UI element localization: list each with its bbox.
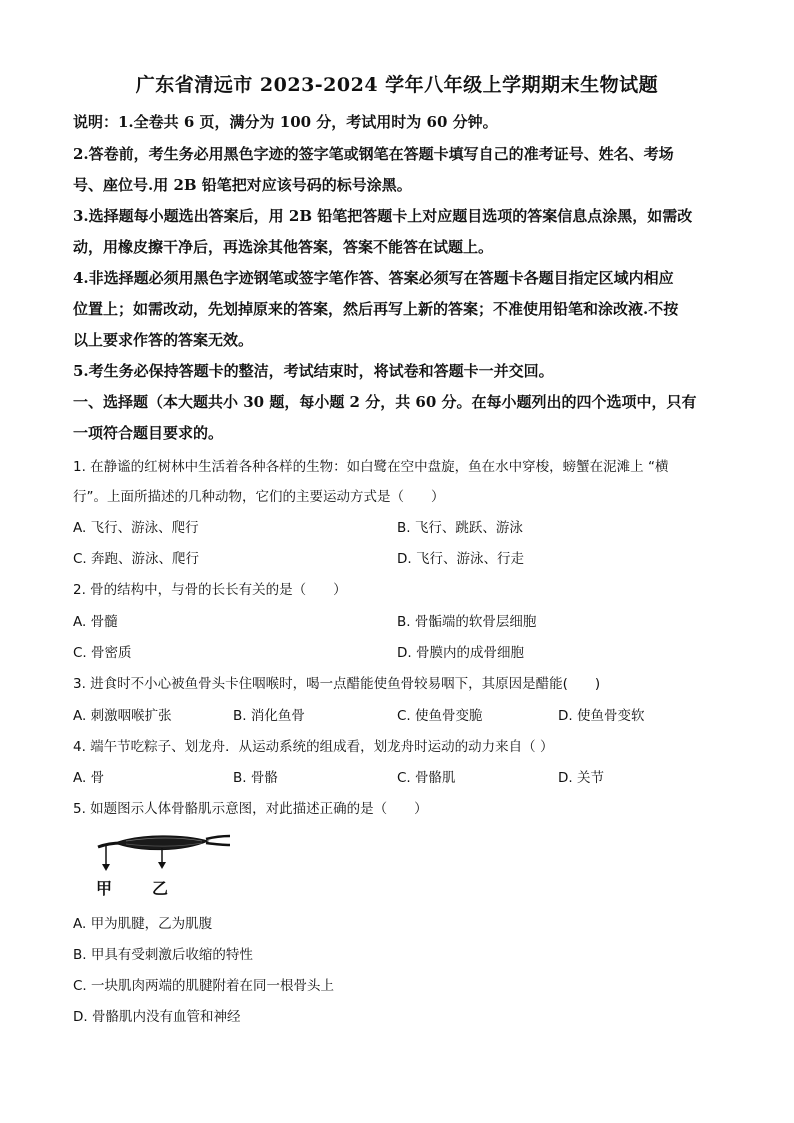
question-5-stem: 5. 如题图示人体骨骼肌示意图，对此描述正确的是（ ） bbox=[73, 801, 428, 817]
question-4-option-c: C. 骨骼肌 bbox=[397, 770, 456, 786]
question-2-option-d: D. 骨膜内的成骨细胞 bbox=[397, 645, 524, 661]
question-2-option-b: B. 骨骺端的软骨层细胞 bbox=[397, 614, 537, 630]
section-heading-line-2: 一项符合题目要求的。 bbox=[73, 424, 224, 442]
question-2-stem: 2. 骨的结构中，与骨的长长有关的是（ ） bbox=[73, 582, 347, 598]
question-5-option-d: D. 骨骼肌内没有血管和神经 bbox=[73, 1009, 241, 1025]
question-4-option-b: B. 骨骼 bbox=[233, 770, 278, 786]
question-3-option-a: A. 刺激咽喉扩张 bbox=[73, 708, 172, 724]
question-2-option-a: A. 骨髓 bbox=[73, 614, 118, 630]
question-4-stem: 4. 端午节吃粽子、划龙舟．从运动系统的组成看，划龙舟时运动的动力来自（ ） bbox=[73, 739, 554, 755]
question-2-option-c: C. 骨密质 bbox=[73, 645, 132, 661]
skeletal-muscle-diagram bbox=[92, 826, 232, 882]
instruction-line-6: 4.非选择题必须用黑色字迹钢笔或签字笔作答、答案必须写在答题卡各题目指定区域内相应 bbox=[73, 269, 674, 287]
question-1-option-a: A. 飞行、游泳、爬行 bbox=[73, 520, 199, 536]
question-5-option-a: A. 甲为肌腱，乙为肌腹 bbox=[73, 916, 213, 932]
question-1-option-d: D. 飞行、游泳、行走 bbox=[397, 551, 524, 567]
instruction-line-8: 以上要求作答的答案无效。 bbox=[73, 331, 254, 349]
question-1-stem-line-2: 行”。上面所描述的几种动物，它们的主要运动方式是（ ） bbox=[73, 489, 445, 505]
instruction-line-3: 号、座位号.用 2B 铅笔把对应该号码的标号涂黑。 bbox=[73, 176, 412, 194]
instruction-line-1: 说明：1.全卷共 6 页，满分为 100 分，考试用时为 60 分钟。 bbox=[73, 113, 498, 131]
question-4-option-d: D. 关节 bbox=[558, 770, 604, 786]
question-1-stem-line-1: 1. 在静谧的红树林中生活着各种各样的生物：如白鹭在空中盘旋，鱼在水中穿梭，螃蟹在泥滩上 “横 bbox=[73, 459, 669, 475]
question-5-option-c: C. 一块肌肉两端的肌腱附着在同一根骨头上 bbox=[73, 978, 335, 994]
instruction-line-9: 5.考生务必保持答题卡的整洁，考试结束时，将试卷和答题卡一并交回。 bbox=[73, 362, 554, 380]
question-3-option-b: B. 消化鱼骨 bbox=[233, 708, 305, 724]
instruction-line-4: 3.选择题每小题选出答案后，用 2B 铅笔把答题卡上对应题目选项的答案信息点涂黑，如需改 bbox=[73, 207, 693, 225]
question-5-option-b: B. 甲具有受刺激后收缩的特性 bbox=[73, 947, 253, 963]
question-3-option-c: C. 使鱼骨变脆 bbox=[397, 708, 483, 724]
figure-label-jia: 甲 bbox=[96, 879, 113, 898]
skeletal-muscle-figure bbox=[92, 826, 232, 906]
question-1-option-b: B. 飞行、跳跃、游泳 bbox=[397, 520, 523, 536]
section-heading-line-1: 一、选择题（本大题共小 30 题，每小题 2 分，共 60 分。在每小题列出的四个选项中，只有 bbox=[73, 393, 697, 411]
question-3-option-d: D. 使鱼骨变软 bbox=[558, 708, 645, 724]
question-3-stem: 3. 进食时不小心被鱼骨头卡住咽喉时，喝一点醋能使鱼骨较易咽下，其原因是醋能( ) bbox=[73, 676, 601, 692]
page-title: 广东省清远市 2023-2024 学年八年级上学期期末生物试题 bbox=[135, 74, 659, 96]
question-1-option-c: C. 奔跑、游泳、爬行 bbox=[73, 551, 200, 567]
figure-label-yi: 乙 bbox=[152, 879, 169, 898]
right-tendon-lower bbox=[206, 843, 230, 845]
instruction-line-7: 位置上；如需改动，先划掉原来的答案，然后再写上新的答案；不准使用铅笔和涂改液.不按 bbox=[73, 300, 679, 318]
instruction-line-2: 2.答卷前，考生务必用黑色字迹的签字笔或钢笔在答题卡填写自己的准考证号、姓名、考场 bbox=[73, 145, 674, 163]
instruction-line-5: 动，用橡皮擦干净后，再选涂其他答案，答案不能答在试题上。 bbox=[73, 238, 494, 256]
question-4-option-a: A. 骨 bbox=[73, 770, 105, 786]
right-tendon-upper bbox=[206, 836, 230, 839]
